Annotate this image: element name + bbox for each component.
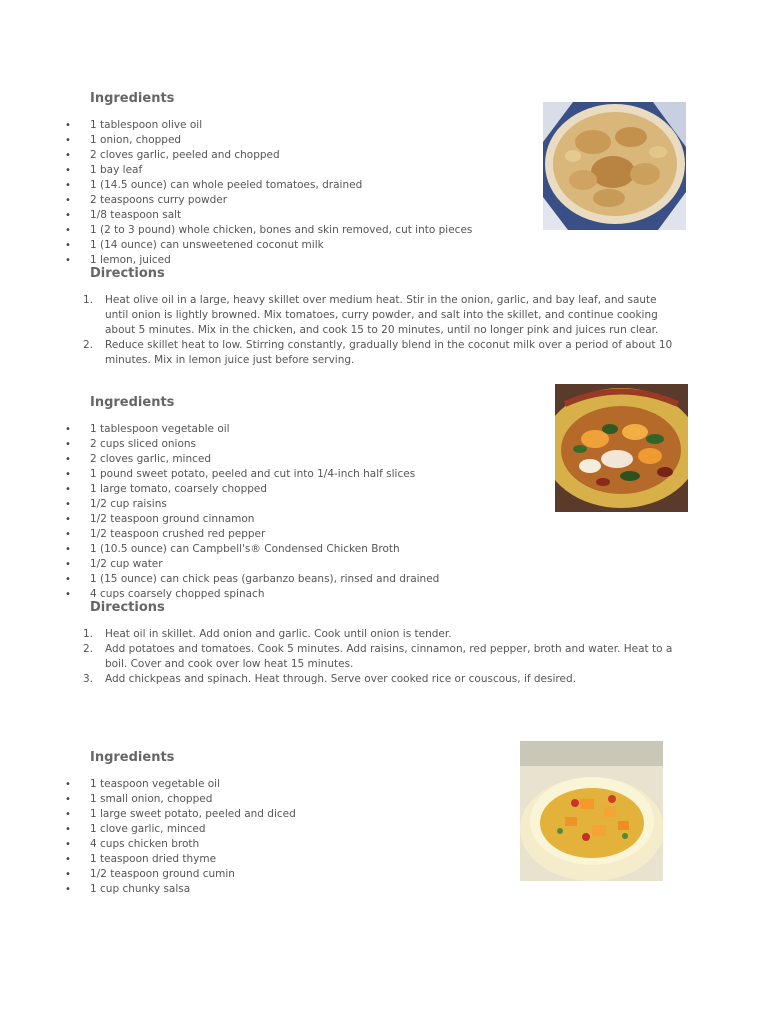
ingredient-item: • 1 (14 ounce) can unsweetened coconut milk <box>0 238 472 253</box>
direction-step <box>0 627 680 642</box>
ingredient-item: • 1 small onion, chopped <box>0 792 296 807</box>
ingredient-item: • 1 teaspoon dried thyme <box>0 852 296 867</box>
ingredient-item: • 4 cups chicken broth <box>0 837 296 852</box>
ingredient-item: • 1 large sweet potato, peeled and diced <box>0 807 296 822</box>
ingredient-item: • 1 onion, chopped <box>0 133 472 148</box>
recipe-1-directions-heading: Directions <box>90 266 165 281</box>
step-text: Reduce skillet heat to low. Stirring constantly, gradually blend in the coconut milk over a period of about 10 minutes. Mix in lemon juice just before serving. <box>105 339 673 366</box>
ingredient-item: • 1 (15 ounce) can chick peas (garbanzo beans), rinsed and drained <box>0 572 439 587</box>
ingredient-item: • 1 tablespoon olive oil <box>0 118 472 133</box>
direction-step <box>0 642 680 672</box>
ingredient-item: • 1/8 teaspoon salt <box>0 208 472 223</box>
ingredient-item: • 1 (14.5 ounce) can whole peeled tomatoes, drained <box>0 178 472 193</box>
ingredient-item: • 1 bay leaf <box>0 163 472 178</box>
chicken-curry-photo <box>543 102 686 230</box>
recipe-1-directions-list <box>0 293 680 368</box>
recipe-2-directions-heading: Directions <box>90 600 165 615</box>
ingredient-item: • 1 (2 to 3 pound) whole chicken, bones and skin removed, cut into pieces <box>0 223 472 238</box>
recipe-3-ingredients-list <box>0 777 296 897</box>
ingredient-item: • 2 cups sliced onions <box>0 437 439 452</box>
step-text: Heat oil in skillet. Add onion and garlic. Cook until onion is tender. <box>105 628 452 640</box>
direction-step <box>0 293 680 338</box>
ingredient-item: • 1 large tomato, coarsely chopped <box>0 482 439 497</box>
recipe-1-ingredients-heading: Ingredients <box>90 91 175 106</box>
ingredient-item: • 1/2 teaspoon ground cumin <box>0 867 296 882</box>
sweet-potato-soup-photo <box>520 741 663 881</box>
direction-step <box>0 338 680 368</box>
recipe-2-ingredients-heading: Ingredients <box>90 395 175 410</box>
ingredient-item: • 4 cups coarsely chopped spinach <box>0 587 439 602</box>
step-number: 1. <box>83 628 94 640</box>
step-number: 2. <box>83 339 94 351</box>
direction-step <box>0 672 680 687</box>
ingredient-item: • 1/2 cup water <box>0 557 439 572</box>
recipe-2-directions-list <box>0 627 680 687</box>
ingredient-item: • 1 teaspoon vegetable oil <box>0 777 296 792</box>
ingredient-item: • 2 cloves garlic, minced <box>0 452 439 467</box>
ingredient-item: • 1/2 teaspoon crushed red pepper <box>0 527 439 542</box>
step-number: 1. <box>83 294 94 306</box>
ingredient-item: • 1 pound sweet potato, peeled and cut into 1/4-inch half slices <box>0 467 439 482</box>
step-text: Add potatoes and tomatoes. Cook 5 minutes. Add raisins, cinnamon, red pepper, broth and water. Heat to a boil. Cover and cook over low heat 15 minutes. <box>105 643 673 670</box>
step-text: Add chickpeas and spinach. Heat through. Serve over cooked rice or couscous, if desired. <box>105 673 576 685</box>
ingredient-item: • 1 (10.5 ounce) can Campbell's® Condensed Chicken Broth <box>0 542 439 557</box>
step-number: 3. <box>83 673 94 685</box>
step-text: Heat olive oil in a large, heavy skillet over medium heat. Stir in the onion, garlic, and bay leaf, and saute until onion is lightly browned. Mix tomatoes, curry powder, and salt into the skillet, and continue cooking about 5 minutes. Mix in the chicken, and cook 15 to 20 minutes, until no longer pink and juices run clear. <box>105 294 659 336</box>
ingredient-item: • 1/2 teaspoon ground cinnamon <box>0 512 439 527</box>
ingredient-item: • 2 teaspoons curry powder <box>0 193 472 208</box>
ingredient-item: • 2 cloves garlic, peeled and chopped <box>0 148 472 163</box>
sweet-potato-stew-photo <box>555 384 688 512</box>
ingredient-item: • 1 cup chunky salsa <box>0 882 296 897</box>
recipe-1-ingredients-list <box>0 118 472 268</box>
ingredient-item: • 1 clove garlic, minced <box>0 822 296 837</box>
ingredient-item: • 1 lemon, juiced <box>0 253 472 268</box>
ingredient-item: • 1 tablespoon vegetable oil <box>0 422 439 437</box>
step-number: 2. <box>83 643 94 655</box>
recipe-2-ingredients-list <box>0 422 439 602</box>
recipe-3-ingredients-heading: Ingredients <box>90 750 175 765</box>
ingredient-item: • 1/2 cup raisins <box>0 497 439 512</box>
